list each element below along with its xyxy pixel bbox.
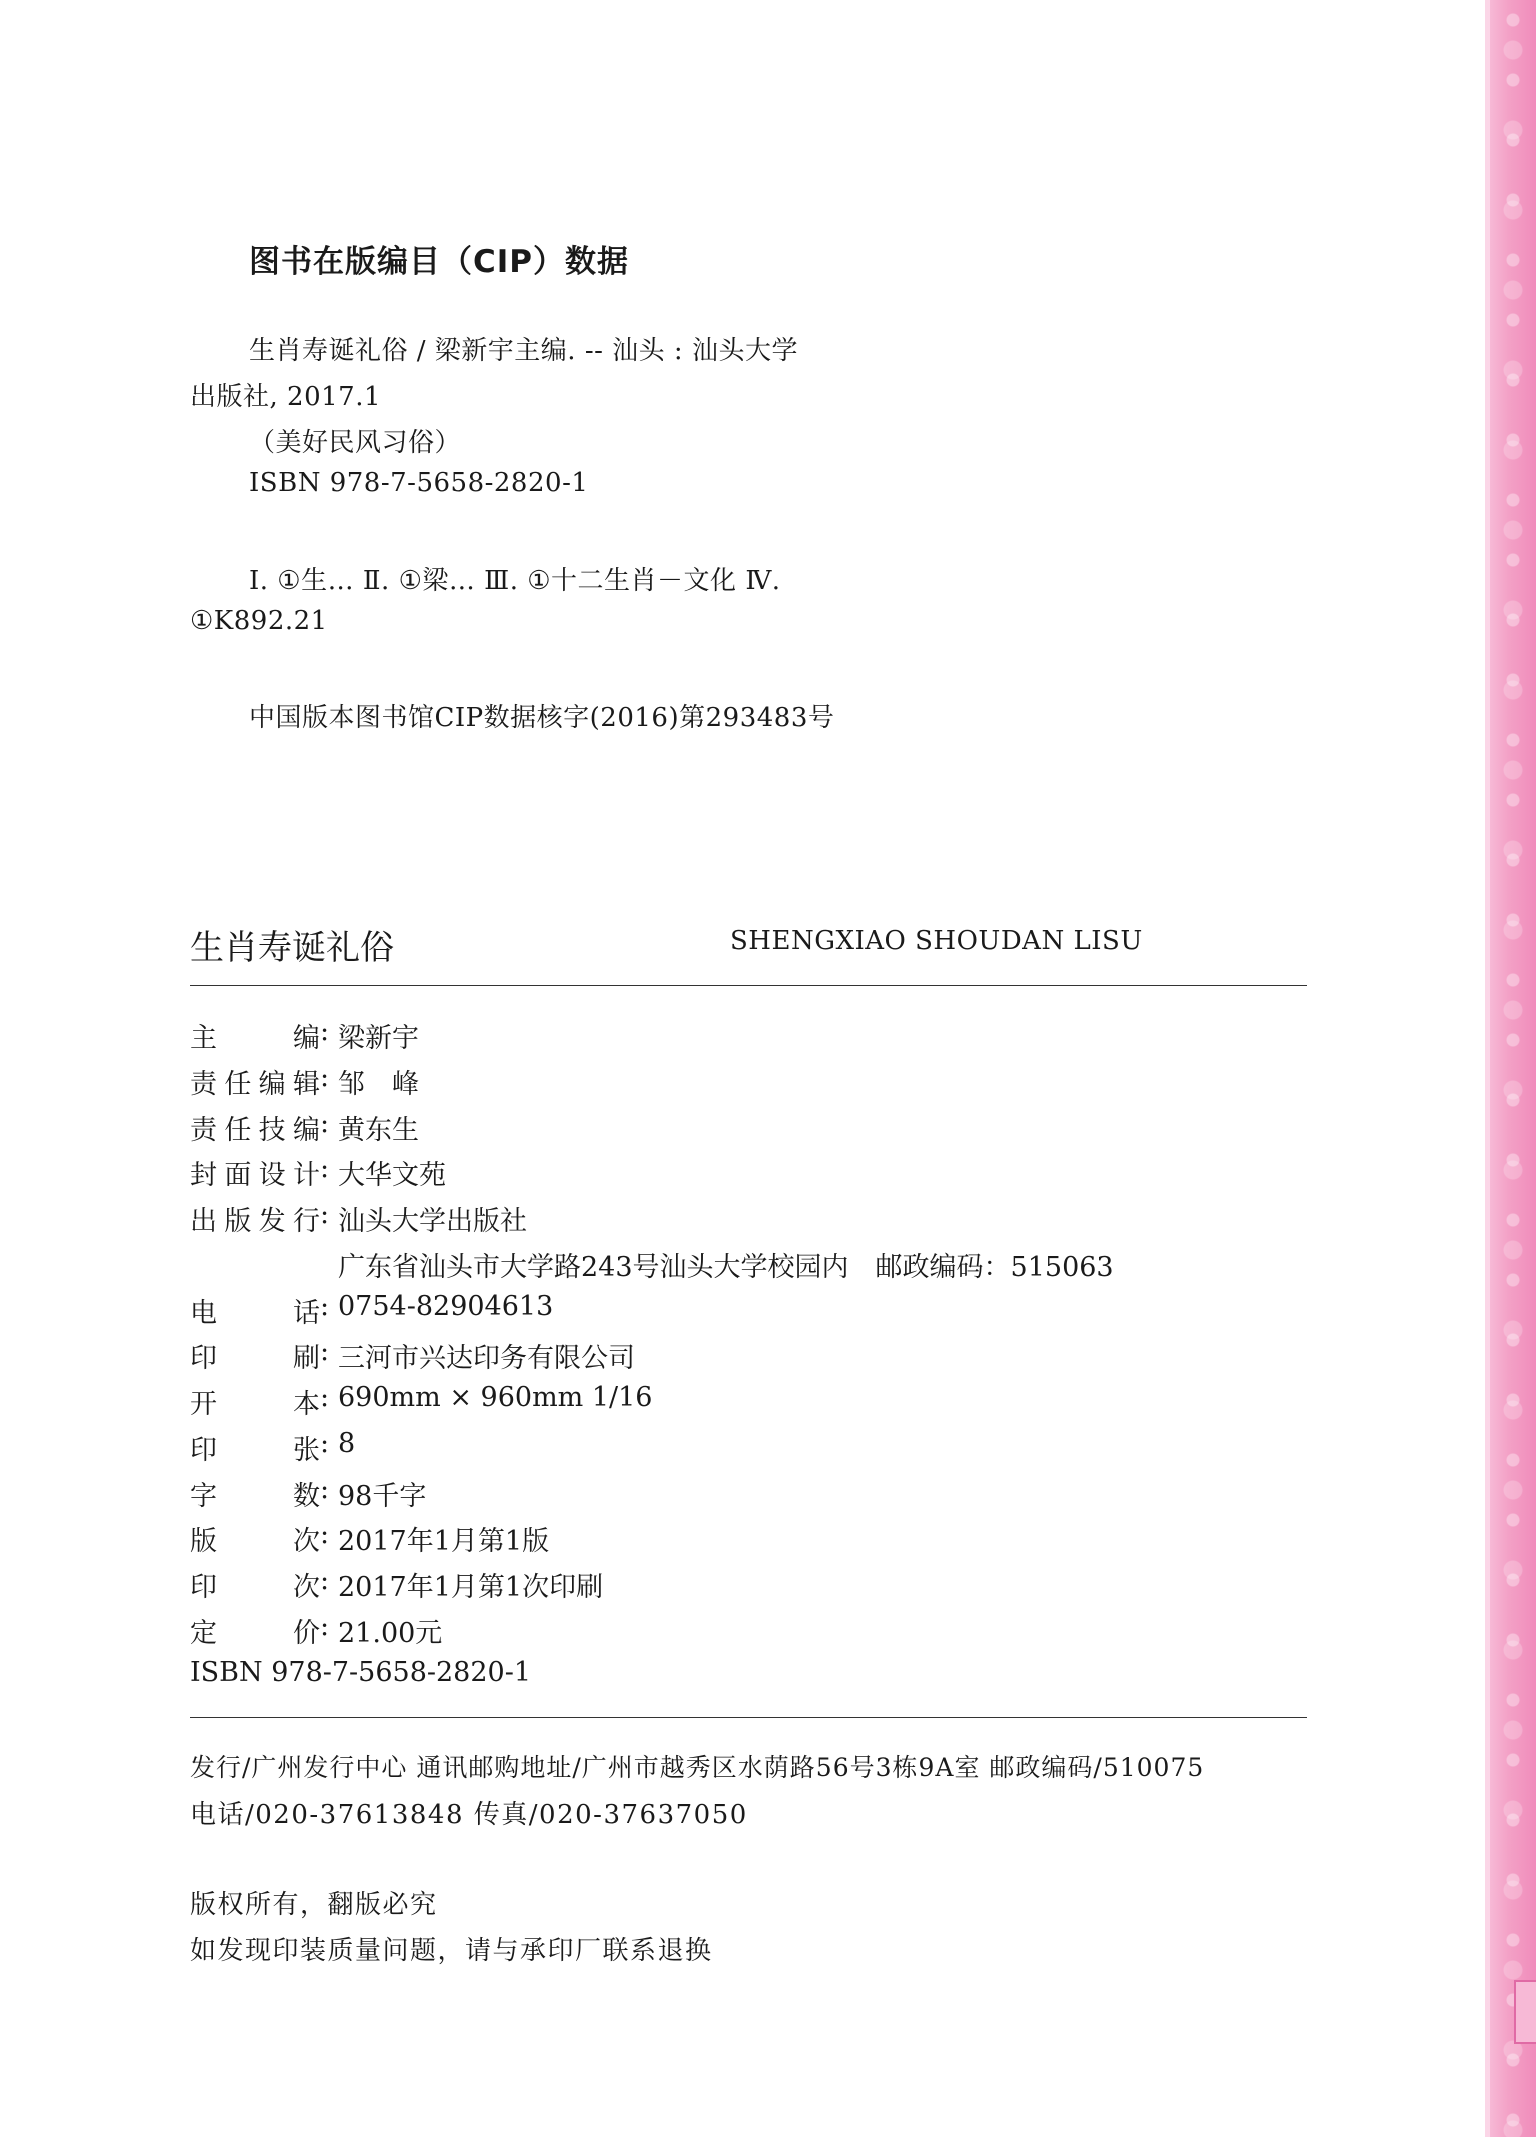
info-label: 主编 — [190, 1023, 320, 1054]
info-label: 开本 — [190, 1389, 320, 1420]
info-value: 690mm × 960mm 1/16 — [338, 1382, 653, 1413]
cip-line-series: （美好民风习俗） — [249, 428, 462, 458]
info-label: 印刷 — [190, 1343, 320, 1374]
cip-line-publisher: 出版社, 2017.1 — [190, 382, 382, 412]
cip-line-isbn: ISBN 978-7-5658-2820-1 — [249, 468, 589, 498]
info-row-isbn — [190, 1657, 531, 1688]
info-row-phone: 电话 : 0754-82904613 — [190, 1291, 554, 1329]
info-value: 2017年1月第1版 — [338, 1526, 550, 1557]
info-label: 字数 — [190, 1481, 320, 1512]
info-row-publisher: 出版发行 : 汕头大学出版社 — [190, 1199, 527, 1237]
cip-line-title-editor: 生肖寿诞礼俗 / 梁新宇主编. -- 汕头 : 汕头大学 — [249, 336, 798, 366]
bottom-divider — [190, 1717, 1307, 1718]
book-title-pinyin: SHENGXIAO SHOUDAN LISU — [730, 926, 1143, 956]
info-row-printer: 印刷 : 三河市兴达印务有限公司 — [190, 1336, 635, 1374]
info-row-price: 定价 : 21.00元 — [190, 1611, 443, 1649]
info-row-cover-design: 封面设计 : 大华文苑 — [190, 1153, 446, 1191]
info-label: 定价 — [190, 1618, 320, 1649]
top-divider — [190, 985, 1307, 986]
info-row-format: 开本 : 690mm × 960mm 1/16 — [190, 1382, 653, 1420]
info-label: 出版发行 — [190, 1206, 320, 1237]
info-label: 印次 — [190, 1572, 320, 1603]
info-value: 大华文苑 — [338, 1160, 446, 1191]
book-title-chinese: 生肖寿诞礼俗 — [190, 928, 394, 968]
info-row-printing: 印次 : 2017年1月第1次印刷 — [190, 1565, 604, 1603]
info-value: 98千字 — [338, 1481, 427, 1512]
info-value: 梁新宇 — [338, 1023, 419, 1054]
info-label: 责任技编 — [190, 1115, 320, 1146]
info-row-responsible-editor: 责任编辑 : 邹 峰 — [190, 1062, 419, 1100]
cip-line-classification: ①K892.21 — [190, 606, 328, 636]
info-value: 广东省汕头市大学路243号汕头大学校园内 邮政编码：515063 — [338, 1252, 1114, 1283]
info-label: 版次 — [190, 1526, 320, 1557]
quality-notice: 如发现印装质量问题，请与承印厂联系退换 — [190, 1936, 713, 1966]
info-value: 21.00元 — [338, 1618, 443, 1649]
info-value: 三河市兴达印务有限公司 — [338, 1343, 635, 1374]
info-value: 汕头大学出版社 — [338, 1206, 527, 1237]
info-value: 0754-82904613 — [338, 1291, 554, 1322]
info-value: 8 — [338, 1428, 356, 1459]
cip-heading: 图书在版编目（CIP）数据 — [249, 244, 630, 280]
info-label: 印张 — [190, 1435, 320, 1466]
info-value: 黄东生 — [338, 1115, 419, 1146]
info-value: 邹 峰 — [338, 1069, 419, 1100]
info-label: 电话 — [190, 1298, 320, 1329]
pink-border-strip — [1490, 0, 1536, 2137]
border-tab-decoration — [1514, 1980, 1536, 2044]
phone-fax-info: 电话/020-37613848 传真/020-37637050 — [190, 1800, 748, 1830]
info-row-editor: 主编 : 梁新宇 — [190, 1016, 419, 1054]
copyright-notice: 版权所有，翻版必究 — [190, 1890, 438, 1920]
info-row-address — [190, 1245, 1114, 1284]
info-row-sheets: 印张 : 8 — [190, 1428, 356, 1466]
cip-line-subjects: Ⅰ. ①生… Ⅱ. ①梁… Ⅲ. ①十二生肖－文化 Ⅳ. — [249, 566, 781, 596]
info-label: 封面设计 — [190, 1160, 320, 1191]
distribution-info: 发行/广州发行中心 通讯邮购地址/广州市越秀区水荫路56号3栋9A室 邮政编码/510075 — [190, 1753, 1205, 1782]
cip-line-record-number: 中国版本图书馆CIP数据核字(2016)第293483号 — [249, 703, 835, 733]
info-row-technical-editor: 责任技编 : 黄东生 — [190, 1108, 419, 1146]
info-value: 2017年1月第1次印刷 — [338, 1572, 604, 1603]
isbn-value: ISBN 978-7-5658-2820-1 — [190, 1657, 532, 1688]
info-row-word-count: 字数 : 98千字 — [190, 1474, 427, 1512]
info-label — [190, 1245, 320, 1284]
info-label: 责任编辑 — [190, 1069, 320, 1100]
info-row-edition: 版次 : 2017年1月第1版 — [190, 1519, 550, 1557]
